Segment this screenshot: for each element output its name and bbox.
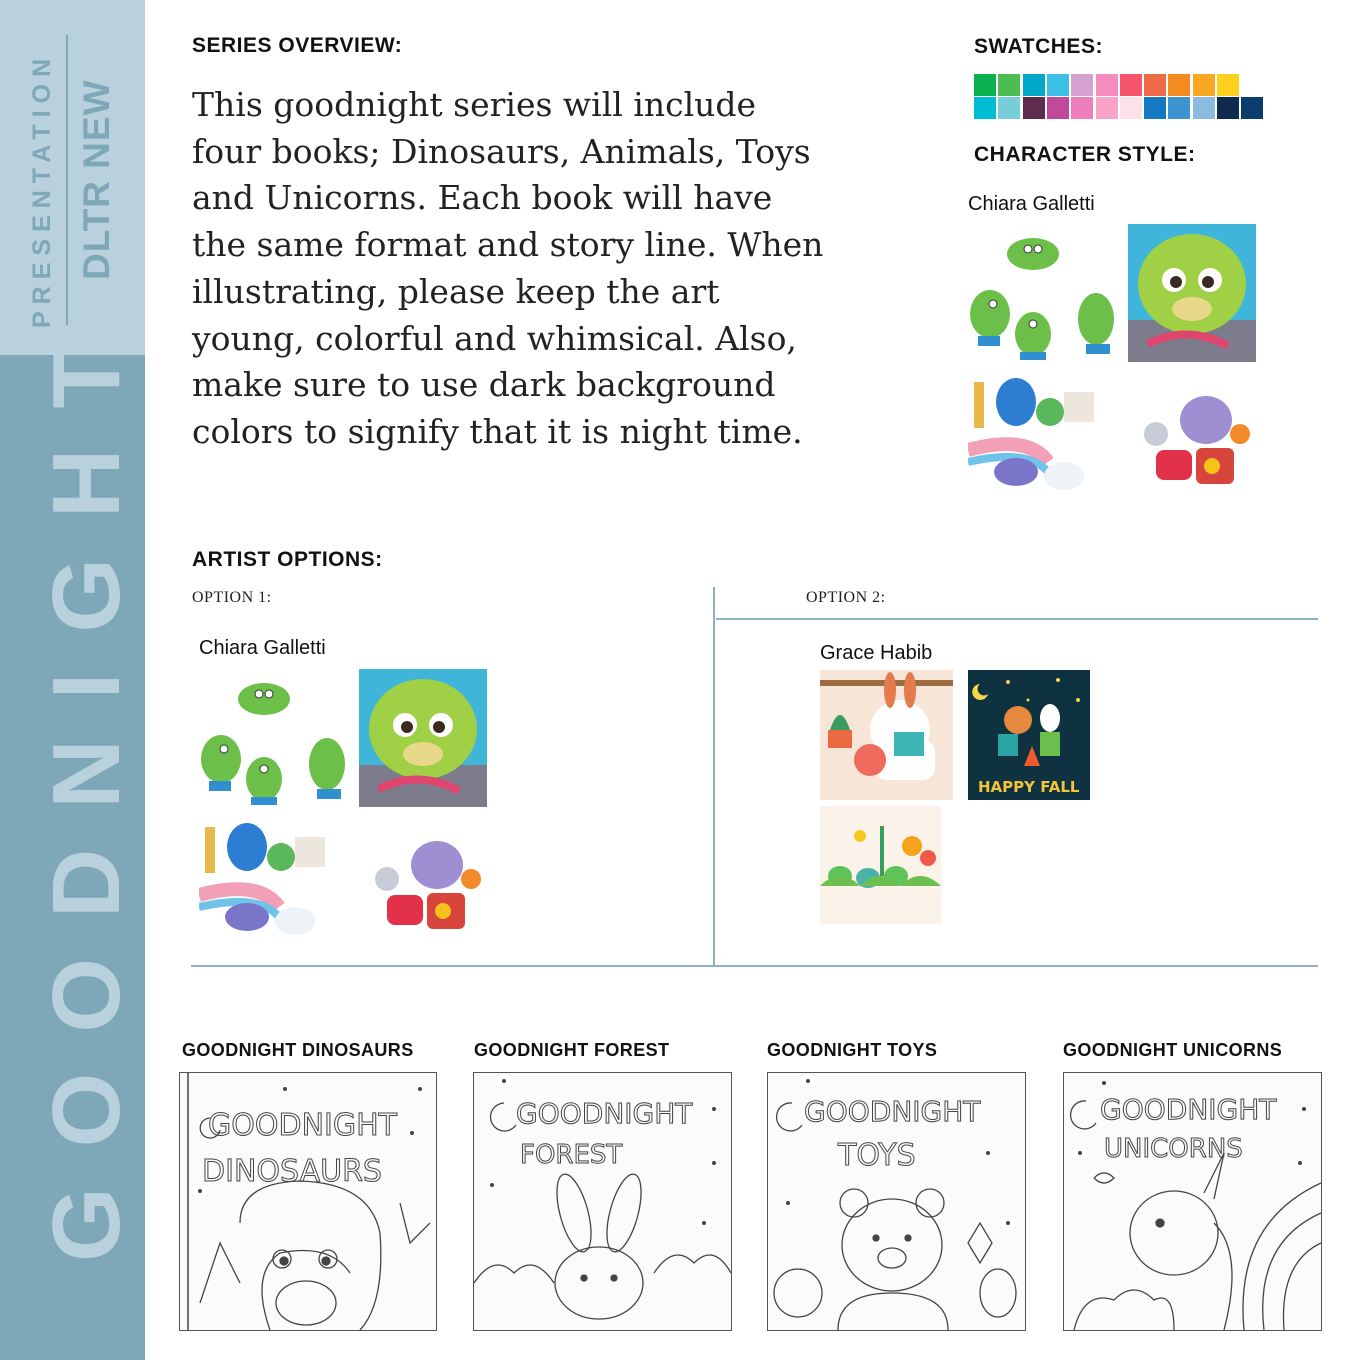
option-2-bunny-image: [820, 670, 953, 800]
color-swatch: [1120, 74, 1142, 96]
sketch-unicorns-line1: GOODNIGHT: [1100, 1093, 1277, 1126]
sketch-toys-line1: GOODNIGHT: [804, 1095, 981, 1128]
color-swatch: [974, 74, 996, 96]
color-swatch: [1096, 74, 1118, 96]
book-title-toys: GOODNIGHT TOYS: [767, 1040, 938, 1060]
sidebar-top-panel: [0, 0, 145, 355]
toys-group-image: [1136, 390, 1258, 490]
character-style-artist: Chiara Galletti: [968, 193, 1095, 215]
sketch-dino-line1: GOODNIGHT: [208, 1108, 397, 1143]
dino-pattern-image: [968, 224, 1121, 364]
dltr-label: DLTR NEW: [76, 79, 117, 280]
sketch-unicorns-line2: UNICORNS: [1104, 1134, 1243, 1164]
character-style-heading: CHARACTER STYLE:: [974, 143, 1196, 166]
option-2-artist: Grace Habib: [820, 642, 933, 664]
color-swatch: [1193, 74, 1215, 96]
option-2-frogs-image: [820, 806, 941, 924]
sidebar-series-title: GOODNIGHT: [33, 310, 140, 1262]
sketch-toys: [767, 1072, 1026, 1331]
sketch-forest-line2: FOREST: [520, 1140, 623, 1170]
option-2-label: OPTION 2:: [806, 589, 886, 606]
color-swatch: [1168, 97, 1190, 119]
color-swatch: [1193, 97, 1215, 119]
options-bottom-rule: [191, 965, 1318, 967]
series-overview-text: This goodnight series will include four books; Dinosaurs, Animals, Toys and Unicorns. Each book will have the same format and story line. When illustrating, please keep the art young, colorful and whimsical. Also, make sure to use dark background colors to signify that it is night time.: [192, 85, 824, 451]
color-swatch: [974, 97, 996, 119]
sketch-forest-line1: GOODNIGHT: [516, 1097, 693, 1130]
color-swatch: [1023, 74, 1045, 96]
option-1-dino-face-image: [359, 669, 487, 807]
option-2-header-rule: [716, 618, 1318, 620]
sketch-dino-line2: DINOSAURS: [202, 1154, 382, 1189]
sketch-toys-line2: TOYS: [838, 1138, 916, 1173]
option-1-dino-pattern-image: [199, 669, 352, 809]
option-1-artist: Chiara Galletti: [199, 637, 326, 659]
color-swatch: [1144, 74, 1166, 96]
color-swatch: [1120, 97, 1142, 119]
animals-group-image: [968, 372, 1096, 497]
color-swatch: [998, 97, 1020, 119]
option-1-animals-image: [199, 817, 327, 942]
sketch-dinosaurs: [179, 1072, 437, 1331]
series-overview-heading: SERIES OVERVIEW:: [192, 34, 403, 57]
color-swatch: [1047, 74, 1069, 96]
swatches-heading: SWATCHES:: [974, 35, 1103, 58]
sidebar-divider: [66, 35, 68, 325]
artist-options-heading: ARTIST OPTIONS:: [192, 548, 383, 571]
happy-fall-text: HAPPY FALL: [978, 778, 1080, 796]
color-swatch: [1144, 97, 1166, 119]
option-1-label: OPTION 1:: [192, 589, 272, 606]
presentation-label: PRESENTATION: [28, 51, 56, 328]
book-title-unicorns: GOODNIGHT UNICORNS: [1063, 1040, 1283, 1060]
color-swatch: [1168, 74, 1190, 96]
option-1-toys-image: [367, 835, 489, 935]
color-swatch: [1071, 74, 1093, 96]
option-2-happy-fall-image: [968, 670, 1090, 800]
dino-face-image: [1128, 224, 1256, 362]
sketch-unicorns: [1063, 1072, 1322, 1331]
book-title-dinosaurs: GOODNIGHT DINOSAURS: [182, 1040, 414, 1060]
color-swatch: [1217, 97, 1239, 119]
color-swatch: [1047, 97, 1069, 119]
options-divider: [713, 587, 715, 966]
color-swatch: [1023, 97, 1045, 119]
color-swatch: [998, 74, 1020, 96]
color-swatch: [1071, 97, 1093, 119]
book-title-forest: GOODNIGHT FOREST: [474, 1040, 670, 1060]
color-swatch: [1217, 74, 1239, 96]
color-swatch: [1241, 97, 1263, 119]
color-swatch: [1096, 97, 1118, 119]
sketch-forest: [473, 1072, 732, 1331]
